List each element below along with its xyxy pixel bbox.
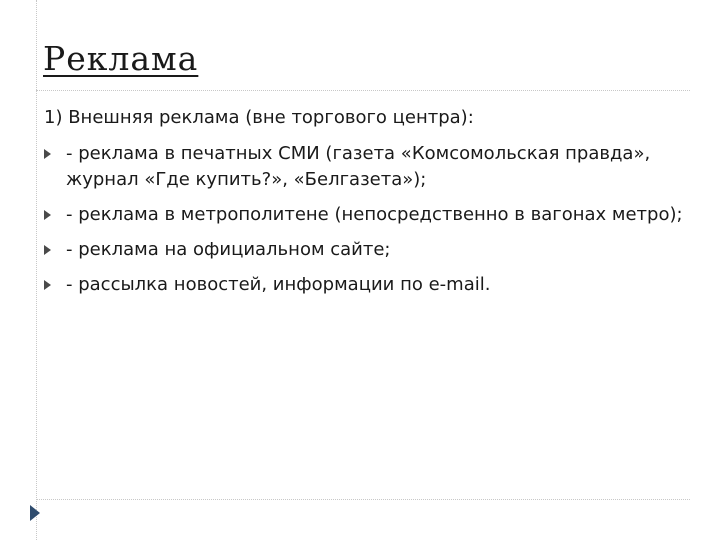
slide-title: Реклама — [43, 39, 199, 78]
bullet-item — [44, 141, 684, 193]
title-dotted-rule — [36, 90, 690, 91]
bullet-text: - реклама в метрополитене (непосредственно в вагонах метро); — [66, 204, 683, 225]
triangle-right-icon — [44, 245, 51, 255]
triangle-right-icon — [44, 210, 51, 220]
footer-dotted-rule — [36, 499, 690, 500]
bullet-text: - рассылка новостей, информации по e-mail. — [66, 274, 491, 295]
bullet-item — [44, 202, 684, 228]
bullet-item — [44, 272, 684, 298]
bullet-item — [44, 237, 684, 263]
next-slide-arrow-icon[interactable] — [30, 505, 40, 521]
left-dotted-rule — [36, 0, 37, 540]
bullet-text: - реклама в печатных СМИ (газета «Комсомольская правда», журнал «Где купить?», «Белгазета»); — [66, 143, 651, 190]
intro-line: 1) Внешняя реклама (вне торгового центра): — [44, 107, 474, 128]
bullet-list — [44, 141, 684, 307]
bullet-text: - реклама на официальном сайте; — [66, 239, 391, 260]
triangle-right-icon — [44, 149, 51, 159]
triangle-right-icon — [44, 280, 51, 290]
